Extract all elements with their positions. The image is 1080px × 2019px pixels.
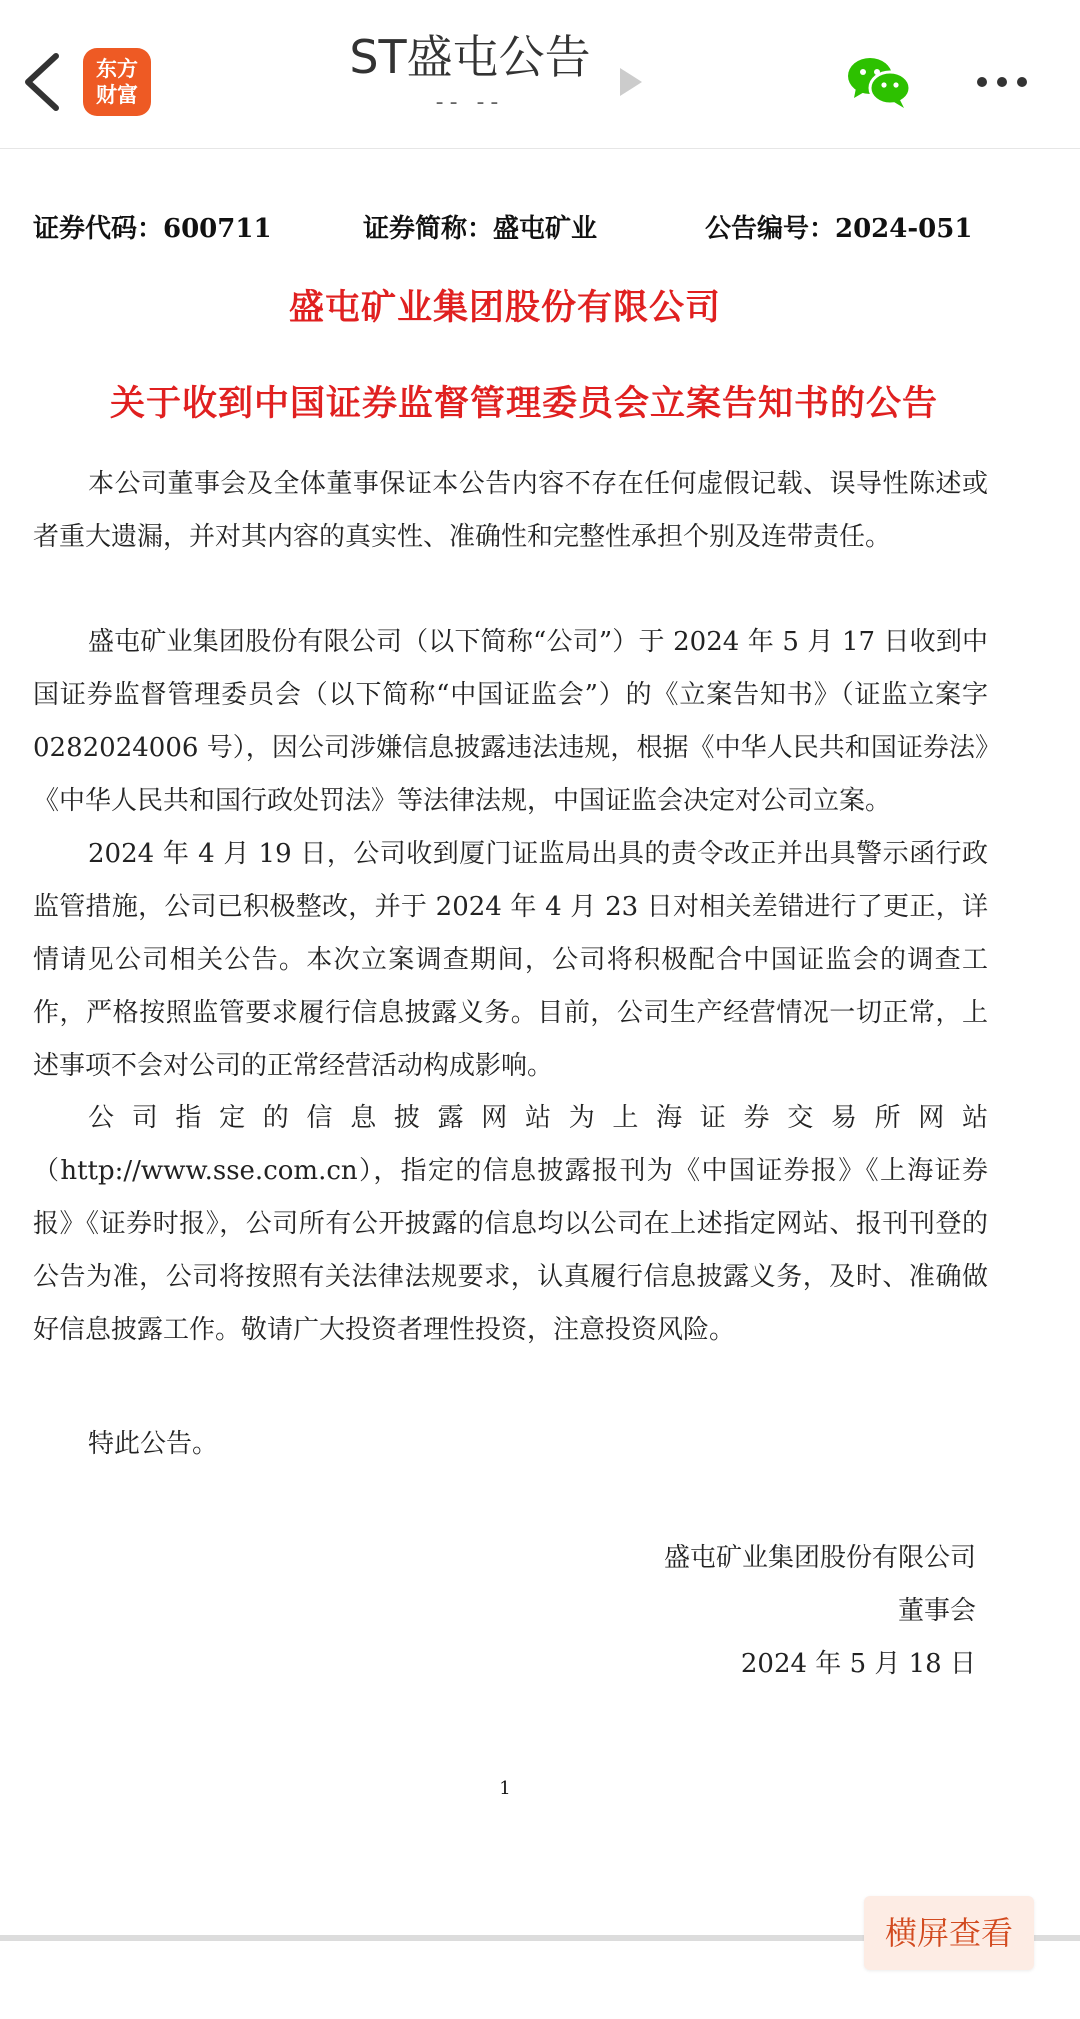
meta-row: [33, 208, 1043, 248]
body-paragraph-3: 公司指定的信息披露网站为上海证券交易所网站（http://www.sse.com.cn），指定的信息披露报刊为《中国证券报》《上海证券报》《证券时报》，公司所有公开披露的信息均以公司在上述指定网站、报刊刊登的公告为准，公司将按照有关法律法规要求，认真履行信息披露义务，及时、准确做好信息披露工作。敬请广大投资者理性投资，注意投资风险。: [33, 1103, 988, 1345]
app-logo-line2: 财富: [96, 83, 138, 107]
signature-board: 董事会: [897, 1596, 976, 1626]
stock-code: 证券代码：600711: [33, 214, 272, 244]
app-logo[interactable]: [83, 48, 151, 116]
back-arrow-icon[interactable]: [18, 48, 74, 116]
app-logo-line1: 东方: [96, 57, 138, 81]
page-number: 1: [499, 1778, 511, 1799]
body-paragraph-2: 2024 年 4 月 19 日，公司收到厦门证监局出具的责令改正并出具警示函行政监管措施，公司已积极整改，并于 2024 年 4 月 23 日对相关差错进行了更正，详情请见公司相关公告。本次立案调查期间，公司将积极配合中国证监会的调查工作，严格按照监管要求履行信息披露义务。目前，公司生产经营情况一切正常，上述事项不会对公司的正常经营活动构成影响。: [33, 839, 988, 1081]
disclaimer-paragraph: 本公司董事会及全体董事保证本公告内容不存在任何虚假记载、误导性陈述或者重大遗漏，并对其内容的真实性、准确性和完整性承担个别及连带责任。: [33, 469, 988, 552]
closing-paragraph: 特此公告。: [88, 1429, 219, 1459]
landscape-view-button[interactable]: 横屏查看: [864, 1896, 1034, 1970]
nav-title-block: [300, 26, 640, 115]
play-triangle-icon[interactable]: [618, 68, 642, 96]
wechat-icon[interactable]: [846, 54, 912, 110]
page-title: ST盛屯公告: [349, 30, 591, 84]
notice-number: 公告编号：2024-051: [705, 214, 973, 244]
more-dots-icon[interactable]: [974, 72, 1030, 92]
signature-company: 盛屯矿业集团股份有限公司: [663, 1543, 976, 1573]
notice-title: 关于收到中国证券监督管理委员会立案告知书的公告: [109, 383, 938, 424]
signature-date: 2024 年 5 月 18 日: [740, 1649, 976, 1679]
body-paragraph-1: 盛屯矿业集团股份有限公司（以下简称“公司”）于 2024 年 5 月 17 日收到中国证券监督管理委员会（以下简称“中国证监会”）的《立案告知书》（证监立案字 0282024006 号），因公司涉嫌信息披露违法违规，根据《中华人民共和国证券法》《中华人民共和国行政处罚法》等法律法规，中国证监会决定对公司立案。: [33, 627, 988, 816]
company-title: 盛屯矿业集团股份有限公司: [288, 287, 721, 328]
top-nav-bar: [0, 0, 1080, 149]
stock-short-name: 证券简称：盛屯矿业: [363, 214, 598, 244]
page-subtitle: -- --: [435, 90, 505, 115]
